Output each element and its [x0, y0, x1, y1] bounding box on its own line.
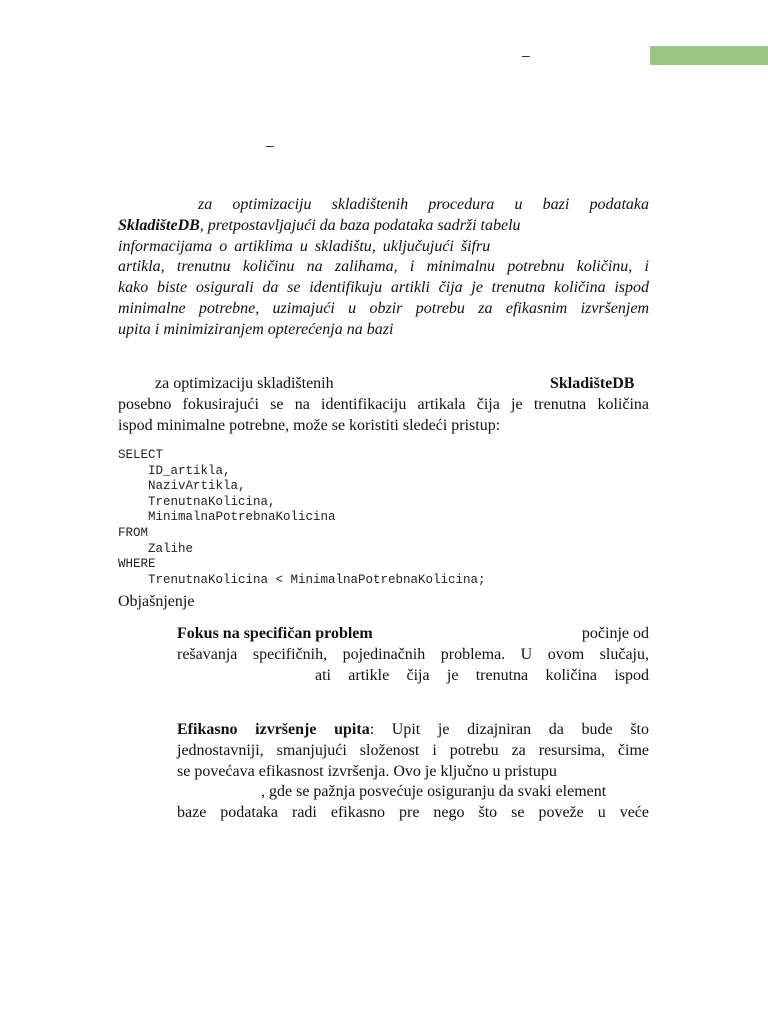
- question-line: za optimizaciju skladištenih procedura u bazi podataka: [198, 196, 649, 213]
- item-text: baze podataka radi efikasno pre nego što se poveže u veće: [177, 804, 649, 822]
- question-line: , pretpostavljajući da baza podataka sadrži tabelu: [199, 216, 521, 234]
- question-line: informacijama o artiklima u skladištu, uključujući šifru: [118, 237, 491, 255]
- item-title: Efikasno izvršenje upita: [177, 721, 370, 738]
- header-accent-bar: [650, 46, 768, 65]
- question-line: kako biste osigurali da se identifikuju artikli čija je trenutna količina ispod: [118, 279, 649, 297]
- item-text: : Upit je dizajniran da bude što: [369, 721, 649, 738]
- question-line: upita i minimiziranjem opterećenja na bazi: [118, 320, 394, 338]
- header-dash: –: [522, 47, 530, 63]
- question-paragraph: [118, 195, 649, 341]
- item-text: ati artikle čija je trenutna količina ispod: [315, 666, 649, 684]
- item-text: rešavanja specifičnih, pojedinačnih problema. U ovom slučaju,: [177, 645, 649, 663]
- item-text: počinje od: [581, 625, 649, 642]
- item-text: jednostavniji, smanjujući složenost i potrebu za resursima, čime: [177, 741, 649, 759]
- question-line: artikla, trenutnu količinu na zalihama, i minimalnu potrebnu količinu, i: [118, 258, 649, 276]
- answer-line: za optimizaciju skladištenih: [155, 375, 334, 392]
- answer-paragraph: [118, 374, 649, 436]
- item-text: , gde se pažnja posvećuje osiguranju da svaki element: [261, 783, 607, 801]
- title-dash: –: [266, 137, 274, 153]
- answer-line: ispod minimalne potrebne, može se koristiti sledeći pristup:: [118, 416, 501, 434]
- database-name: SkladišteDB: [550, 375, 635, 392]
- database-name: SkladišteDB: [118, 216, 200, 234]
- item-title: Fokus na specifičan problem: [177, 625, 373, 642]
- answer-line: posebno fokusirajući se na identifikaciju artikala čija je trenutna količina: [118, 395, 649, 413]
- question-line: minimalne potrebne, uzimajući u obzir potrebu za efikasnim izvršenjem: [118, 299, 649, 317]
- explanation-item-efficiency: [177, 720, 649, 824]
- sql-code-block: SELECT ID_artikla, NazivArtikla, TrenutnaKolicina, MinimalnaPotrebnaKolicina FROM Zalihe WHERE TrenutnaKolicina < MinimalnaPotrebnaKolicina;: [118, 448, 486, 587]
- explanation-item-focus: [177, 624, 649, 686]
- item-text: se povećava efikasnost izvršenja. Ovo je ključno u pristupu: [177, 762, 557, 780]
- explanation-heading: Objašnjenje: [118, 593, 195, 610]
